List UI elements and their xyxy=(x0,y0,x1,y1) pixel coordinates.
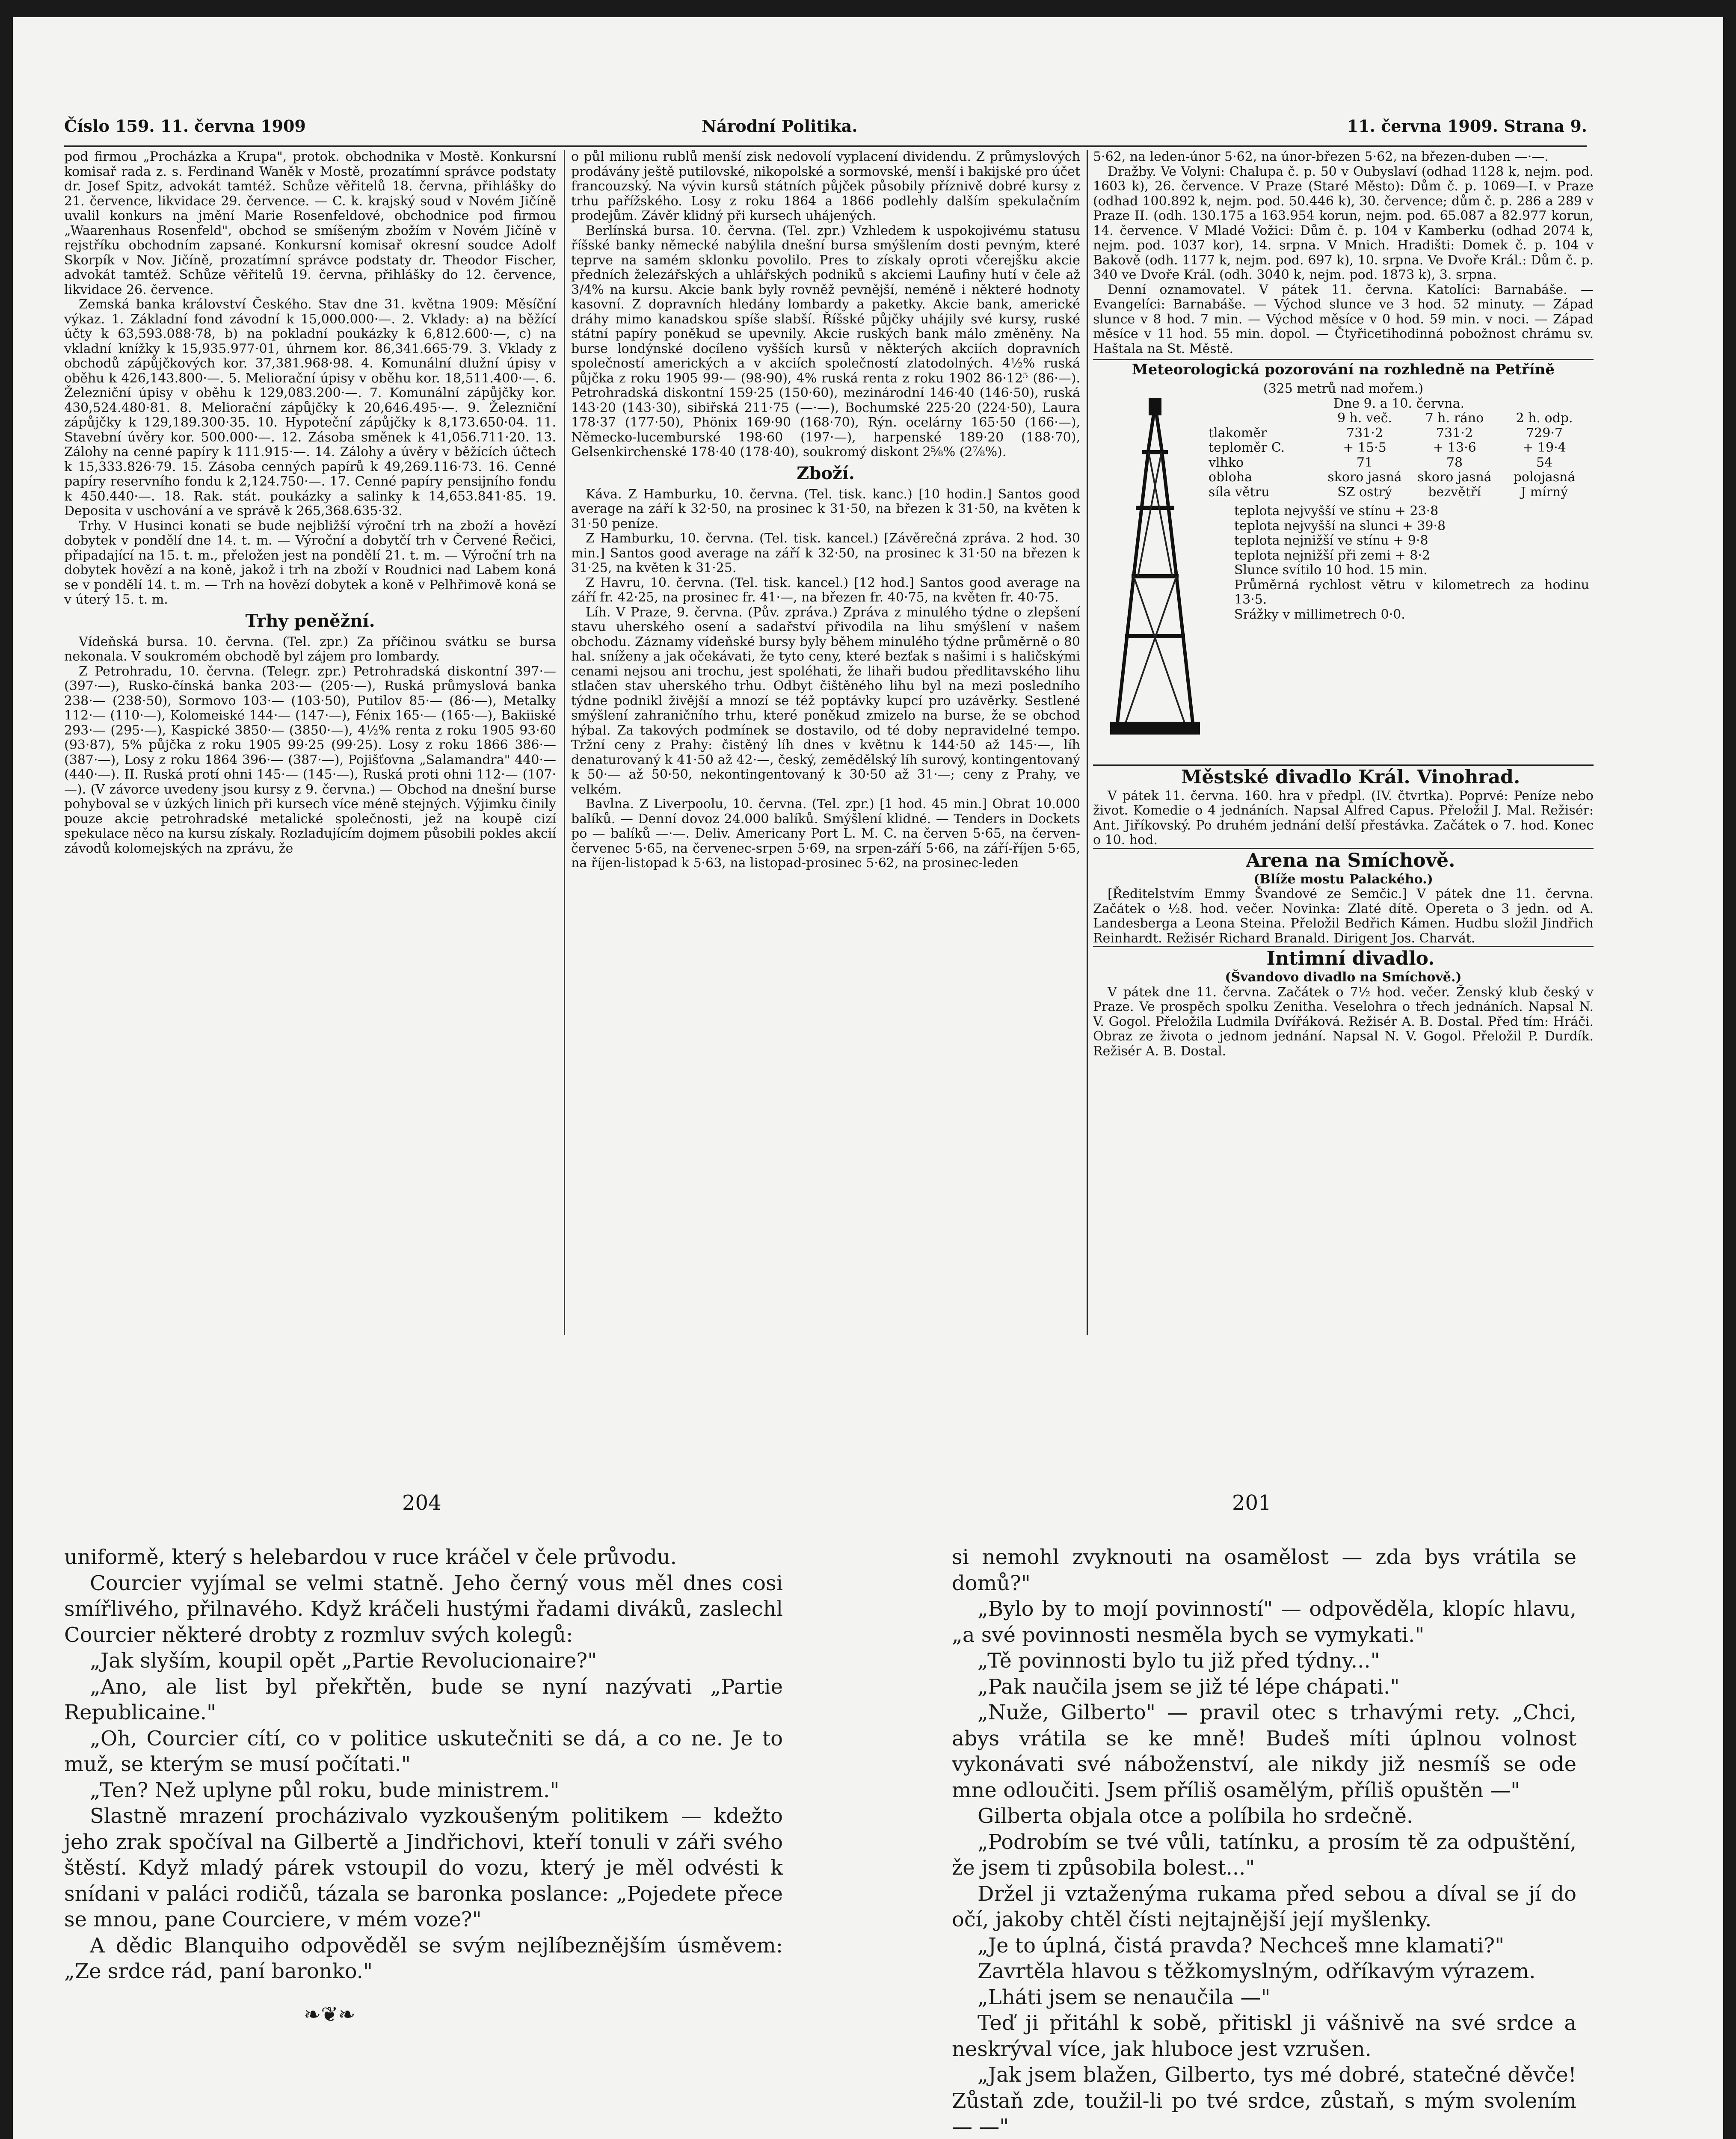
column-rule-2 xyxy=(1087,150,1088,1335)
markets-notice: Trhy. V Husinci konati se bude nejbližší výroční trh na zboží a hovězí dobytek v pondělí dne 14. t. m. — Výroční a dobytčí trh v Červené Řečici, připadající na 15. t. m., přeložen jest na pondělí 21. t. m. — Výroční trh na dobytek hovězí a na koně, jakož i trh na zboží v Roudnici nad Labem koná se v pondělí 14. t. m. — Trh na hovězí dobytek a koně v Pelhřimově koná se v úterý 15. t. m. xyxy=(64,518,556,607)
scan-edge-left xyxy=(0,0,13,2139)
arena-smichov-subtitle: (Blíže mostu Palackého.) xyxy=(1253,871,1433,887)
arena-smichov-text: [Ředitelstvím Emmy Švandové ze Semčic.] V pátek dne 11. června. Začátek o ½8. hod. večer. Novinka: Zlaté dítě. Opereta o 3 jedn. od A. Landesberga a Leona Steina. Přeložil Bedřich Kámen. Hudbu složil Jindřich Reinhardt. Režisér Richard Branald. Dirigent Jos. Charvát. xyxy=(1093,886,1594,946)
coffee-hamburg: Káva. Z Hamburku, 10. června. (Tel. tisk. kanc.) [10 hodin.] Santos good average na září k 32·50, na prosinec k 31·50, na březen k 31·50, na květen k 31·50 peníze. xyxy=(571,486,1080,531)
newspaper-title: Národní Politika. xyxy=(702,116,858,136)
weather-cell: 731·2 xyxy=(1436,425,1473,441)
book-paragraph: Zavrtěla hlavou s těžkomyslným, odříkavým výrazem. xyxy=(978,1959,1536,1983)
spirits-prague: Líh. V Praze, 9. června. (Pův. zpráva.) Zpráva z minulého týdne o zlepšení stavu uherského osení a sadařství přivodila na lihu smýšlení v našem obchodu. Záznamy vídeňské bursy byly během minulého týdne průměrně o 80 hal. sníženy a jak očekávati, že tyto ceny, které bezťak s našimi i s haličskými cenami nejsou ani trochu, jest spoléhati, že lihaři budou předlitavského lihu stlačen stav uherského trhu. Odbyt čištěného lihu byl na mezi posledního týdne podnikl živější a mnozí se též poptávky kupcí pro uzávěrky. Sestlené smýšlení zahraničního trhu, které poněkud zmizelo na burse, že se obchod hýbal. Za takových podmínek se dostavilo, od té doby nepravidelné tempo. Tržní ceny z Prahy: čistěný líh dnes v květnu k 144·50 až 145·—, líh denaturovaný k 41·50 až 42·—, český, zemědělský líh surový, kontingentovaný k 50·— až 50·50, nekontingentovaný k 30·50 až 31·—; ceny z Prahy, ve velkém. xyxy=(571,604,1080,797)
weather-head-row xyxy=(1209,411,1589,426)
intimate-theatre-subtitle: (Švandovo divadlo na Smíchově.) xyxy=(1225,970,1462,985)
book-paragraph: uniformě, který s helebardou v ruce kráčel v čele průvodu. xyxy=(64,1545,677,1569)
weather-cell: polojasná xyxy=(1513,470,1576,485)
weather-row-label: obloha xyxy=(1209,470,1253,485)
temp-line: teplota nejnižší ve stínu + 9·8 xyxy=(1234,533,1428,548)
weather-cell: + 15·5 xyxy=(1343,440,1386,455)
book-left-page xyxy=(64,1544,783,2139)
weather-row xyxy=(1209,426,1589,441)
petersburg-report: Z Petrohradu, 10. června. (Telegr. zpr.) Petrohradská diskontní 397·— (397·—), Rusko-čínská banka 203·— (205·—), Ruská průmyslová banka 238·— (238·50), Sormovo 103·— (103·50), Putilov 85·— (86·—), Metalky 112·— (110·—), Kolomeiské 144·— (147·—), Fénix 165·— (165·—), Bakiiské 293·— (295·—), Kaspické 3850·— (3850·—), 4½% renta z roku 1905 93·60 (93·87), 5% půjčka z roku 1905 99·25 (99·25). Losy z roku 1866 386·— (387·—), Losy z roku 1864 396·— (387·—), Pojišťovna „Salamandra" 440·— (440·—). II. Ruská protí ohni 145·— (145·—), Ruská proti ohni 112·— (107·—). (V závorce uvedeny jsou kursy z 9. června.) — Obchod na dnešní burse pohyboval se v úzkých linich při kursech více méně stejných. Výjimku činily pouze akcie petrohradské metalické společnosti, jež na koupě cizí spekulace něco na kursu získaly. Rozladujícím dojmem působili pokles akcií závodů kolomejských na zprávu, že xyxy=(64,664,556,856)
theatre-vinohrady-text: V pátek 11. června. 160. hra v předpl. (IV. čtvrtka). Poprvé: Peníze nebo život. Komedie o 4 jednáních. Napsal Alfred Capus. Přeložil J. Mal. Režisér: Ant. Jiříkovský. Po druhém jednání delší přestávka. Začátek o 7. hod. Konec o 10. hod. xyxy=(1093,788,1594,847)
petersburg-report-cont: o půl milionu rublů menší zisk nedovolí vyplacení dividendu. Z průmyslových prodávány ještě putilovské, nikopolské a sormovské, menší i bakijské pro účet francouzský. Na vývin kursů státních půjček působily příznivě dobré kursy z trhu pařížského. Losy z roku 1864 a 1866 podlehly dalším spekulačním prodejům. Závěr klidný při kursech uhájených. xyxy=(571,150,1080,223)
weather-cell: bezvětří xyxy=(1428,484,1481,500)
book-paragraph: „Bylo by to mojí povinností" — odpověděla, klopíc hlavu, „a své povinnosti nesměla bych se vymykati." xyxy=(952,1597,1576,1647)
column-3 xyxy=(1093,150,1594,1335)
temp-line: teplota nejnižší při zemi + 8·2 xyxy=(1234,548,1430,563)
chapter-end-ornament: ❧❦❧ xyxy=(304,2002,355,2026)
berlin-bourse: Berlínská bursa. 10. června. (Tel. zpr.) Vzhledem k uspokojivému statusu říšské banky německé nabýlila dnešní bursa smýšlením dosti pevným, které teprve na samém sklonku povolilo. Pres to získaly oproti včerejšku akcie předních železářských a uhlářských podniků s akciemi Laufiny hutí v čele až 3/4% na kursu. Akcie bank byly rovněž pevnější, neméně i některé hodnoty kasovní. Z dopravních hledány lombardy a paketky. Akcie bank, americké dráhy mimo kanadskou spíše slabší. Říšské půjčky uhájily své kursy, ruské státní papíry poněkud se upevnily. Akcie ruských bank málo změněny. Na burse londýnské docíleno vyšších kursů v některých akciích dopravních společností amerických a v akciích společností zlatodolných. 4½% ruská půjčka z roku 1905 99·— (98·90), 4% ruská renta z roku 1902 86·12⁵ (86·—). Petrohradská diskontní 159·25 (150·60), mezinárodní 146·40 (146·50), ruská 143·20 (143·30), sibiřská 211·75 (—·—), Bochumské 225·20 (224·50), Laura 178·37 (177·50), Phönix 169·90 (168·70), Rýn. ocelárny 165·50 (166·—), Německo-lucemburské 198·60 (197·—), harpenské 189·20 (188·70), Gelsenkirchenské 178·40 (178·40), soukromý diskont 2⅝% (2⅞%). xyxy=(571,223,1080,459)
book-paragraph: Gilberta objala otce a políbila ho srdečně. xyxy=(978,1804,1413,1828)
book-paragraph: Slastně mrazení procházivalo vyzkoušeným politikem — kdežto jeho zrak spočíval na Gilbertě a Jindřichovi, kteří tonuli v záři svého štěstí. Když mladý párek vstoupil do vozu, který je měl odvésti k snídani v paláci rodičů, tázala se baronka poslance: „Pojedete přece se mnou, pane Courciere, v mém voze?" xyxy=(64,1804,783,1932)
weather-cell: 78 xyxy=(1446,455,1463,470)
book-paragraph: „Lháti jsem se nenaučila —" xyxy=(978,1985,1271,2009)
weather-cell: skoro jasná xyxy=(1417,470,1492,485)
book-paragraph: „Nuže, Gilberto" — pravil otec s trhavými rety. „Chci, abys vrátila se ke mně! Budeš míti úplnou volnost vykonávati své náboženství, ale nikdy již nesmíš se ode mne odloučiti. Jsem příliš osamělým, příliš opuštěn —" xyxy=(952,1701,1576,1802)
money-markets-heading: Trhy peněžní. xyxy=(245,610,375,631)
weather-date: Dne 9. a 10. června. xyxy=(1333,396,1465,411)
weather-row-label: síla větru xyxy=(1209,484,1270,500)
weather-cell: SZ ostrý xyxy=(1337,484,1392,500)
daily-almanac: Denní oznamovatel. V pátek 11. června. Katolíci: Barnabáše. — Evangelíci: Barnabáše. — Východ slunce ve 3 hod. 52 minuty. — Západ slunce v 8 hod. 7 min. — Východ měsíce v 0 hod. 59 min. v noci. — Západ měsíce v 11 hod. 55 min. dopol. — Čtyřicetihodinná pobožnost chrámu sv. Haštala na St. Městě. xyxy=(1093,282,1594,356)
weather-cell: 54 xyxy=(1536,455,1553,470)
book-paragraph: „Oh, Courcier cítí, co v politice uskutečniti se dá, a co ne. Je to muž, se kterým se musí počítati." xyxy=(64,1726,783,1776)
coffee-hamburg-closing: Z Hamburku, 10. června. (Tel. tisk. kancel.) [Závěrečná zpráva. 2 hod. 30 min.] Santos good average na září k 32·50, na prosinec k 31·50 na březen k 31·25, na květen k 31·25. xyxy=(571,531,1080,575)
book-paragraph: „Ten? Než uplyne půl roku, bude ministrem." xyxy=(90,1778,560,1802)
page-date: 11. června 1909. Strana 9. xyxy=(1347,116,1587,136)
weather-table xyxy=(1209,397,1589,622)
book-paragraph: „Jak jsem blažen, Gilberto, tys mé dobré, statečné děvče! Zůstaň zde, toužil-li po tvé srdce, zůstaň, s mým svolením — —" xyxy=(952,2063,1576,2139)
book-right-page xyxy=(952,1544,1576,2139)
cotton-liverpool: Bavlna. Z Liverpoolu, 10. června. (Tel. zpr.) [1 hod. 45 min.] Obrat 10.000 balíků. — Denní dovoz 24.000 balíků. Smýšlení klidné. — Tenders in Dockets po — balíků —·—. Deliv. Americany Port L. M. C. na červen 5·65, na červen-červenec 5·65, na červenec-srpen 5·69, na srpen-září 5·66, na září-říjen 5·65, na říjen-listopad k 5·63, na listopad-prosinec 5·62, na prosinec-leden xyxy=(571,797,1080,871)
coffee-havre: Z Havru, 10. června. (Tel. tisk. kancel.) [12 hod.] Santos good average na září fr. 42·25, na prosinec fr. 41·—, na březen fr. 40·75, na květen fr. 40·75. xyxy=(571,575,1080,605)
weather-row xyxy=(1209,470,1589,485)
cotton-cont: 5·62, na leden-únor 5·62, na únor-březen 5·62, na březen-duben —·—. xyxy=(1093,150,1549,164)
weather-cell: 731·2 xyxy=(1346,425,1383,441)
book-right-page-number: 201 xyxy=(1232,1491,1271,1515)
weather-col-head: 2 h. odp. xyxy=(1516,411,1573,426)
sunshine-duration: Slunce svítilo 10 hod. 15 min. xyxy=(1234,563,1428,578)
intimate-theatre-title: Intimní divadlo. xyxy=(1093,946,1594,970)
book-paragraph: „Ano, ale list byl překřtěn, bude se nyní nazývati „Partie Republicaine." xyxy=(64,1674,783,1724)
scan-edge-right xyxy=(1723,0,1736,2139)
weather-row xyxy=(1209,441,1589,456)
weather-cell: 729·7 xyxy=(1526,425,1563,441)
weather-cell: 71 xyxy=(1356,455,1373,470)
weather-cell: J mírný xyxy=(1520,484,1568,500)
vienna-bourse: Vídeňská bursa. 10. června. (Tel. zpr.) Za příčinou svátku se bursa nekonala. V soukromém obchodě byl zájem pro lombardy. xyxy=(64,634,556,664)
temp-line: teplota nejvyšší ve stínu + 23·8 xyxy=(1234,504,1439,518)
book-paragraph: Teď ji přitáhl k sobě, přitiskl ji vášnivě na své srdce a neskrýval více, jak hluboce jest vzrušen. xyxy=(952,2011,1576,2061)
book-paragraph: „Podrobím se tvé vůli, tatínku, a prosím tě za odpuštění, že jsem ti způsobila bolest..." xyxy=(952,1830,1576,1880)
book-paragraph: Courcier vyjímal se velmi statně. Jeho černý vous měl dnes cosi smířlivého, přilnavého. Když kráčeli hustými řadami diváků, zaslechl Courcier některé drobty z rozmluv svých kolegů: xyxy=(64,1571,783,1647)
arena-smichov-title: Arena na Smíchově. xyxy=(1093,848,1594,872)
weather-col-head: 9 h. več. xyxy=(1337,411,1392,426)
weather-row-label: teploměr C. xyxy=(1209,440,1285,455)
weather-cell: + 19·4 xyxy=(1523,440,1566,455)
temp-line: teplota nejvyšší na slunci + 39·8 xyxy=(1234,518,1446,533)
book-paragraph: „Jak slyším, koupil opět „Partie Revolucionaire?" xyxy=(90,1649,597,1673)
weather-cell: skoro jasná xyxy=(1327,470,1402,485)
bank-report: Zemská banka království Českého. Stav dne 31. května 1909: Měsíční výkaz. 1. Základní fond závodní k 15,000.000·—. 2. Vklady: a) na běžící účty k 63,593.088·78, b) na pokladní poukázky k 6,812.600·—, c) na vkladní knížky k 15,935.977·01, úhrnem kor. 86,341.665·79. 3. Vklady z obchodů zápůjčkových kor. 37,381.968·98. 4. Komunální dlužní úpisy v oběhu k 426,143.800·—. 5. Meliorační úpisy v oběhu kor. 18,511.400·—. 6. Železniční úpisy v oběhu k 129,083.200·—. 7. Komunální zápůjčky kor. 430,524.480·81. 8. Meliorační zápůjčky k 20,646.495·—. 9. Železniční zápůjčky k 129,189.300·35. 10. Hypoteční zápůjčky k 8,173.650·04. 11. Stavební úvěry kor. 500.000·—. 12. Zásoba směnek k 41,056.711·20. 13. Zálohy na cenné papíry k 111.915·—. 14. Zálohy a úvěry v běžících účtech k 15,333.826·79. 15. Zásoba cenných papírů k 49,269.116·73. 16. Cenné papíry reservního fondu k 2,124.750·—. 17. Cenné papíry pensijního fondu k 450.440·—. 18. Rak. stát. poukázky a salinky k 14,653.841·85. 19. Deposita v uschování a ve správě k 265,368.635·32. xyxy=(64,297,556,518)
auctions: Dražby. Ve Volyni: Chalupa č. p. 50 v Oubyslaví (odhad 1128 k, nejm. pod. 1603 k), 26. července. V Praze (Staré Město): Dům č. p. 1069—I. v Praze (odhad 100.892 k, nejm. pod. 50.446 k), 30. července; dům č. p. 286 a 289 v Praze II. (odh. 130.175 a 163.954 korun, nejm. pod. 65.087 a 82.977 korun, 14. července. V Mladé Vožici: Dům č. p. 104 v Kamberku (odhad 2074 k, nejm. pod. 1037 kor), 14. srpna. V Mnich. Hradišti: Domek č. p. 104 v Bakově (odh. 1177 k, nejm. pod. 697 k), 10. srpna. Ve Dvoře Král.: Dům č. p. 340 ve Dvoře Král. (odh. 3040 k, nejm. pod. 1873 k), 3. srpna. xyxy=(1093,164,1594,282)
goods-heading: Zboží. xyxy=(797,463,855,483)
wind-speed: Průměrná rychlost větru v kilometrech za hodinu 13·5. xyxy=(1234,577,1589,607)
temperature-extremes xyxy=(1209,504,1589,622)
theatre-vinohrady-title: Městské divadlo Král. Vinohrad. xyxy=(1093,764,1594,789)
weather-row xyxy=(1209,456,1589,471)
book-paragraph: si nemohl zvyknouti na osamělost — zda bys vrátila se domů?" xyxy=(952,1545,1576,1595)
book-paragraph: „Je to úplná, čistá pravda? Nechceš mne klamati?" xyxy=(978,1933,1505,1958)
newspaper-header xyxy=(64,116,1587,142)
book-left-page-number: 204 xyxy=(402,1491,441,1515)
book-paragraph: „Tě povinnosti bylo tu již před týdny..." xyxy=(978,1649,1380,1673)
book-paragraph: Držel ji vztaženýma rukama před sebou a díval se jí do očí, jakoby chtěl čísti nejtajnější její myšlenky. xyxy=(952,1881,1576,1932)
weather-col-head: 7 h. ráno xyxy=(1425,411,1484,426)
book-paragraph: A dědic Blanquiho odpověděl se svým nejlíbeznějším úsměvem: „Ze srdce rád, paní baronko." xyxy=(64,1933,783,1983)
column-1 xyxy=(64,150,556,1335)
weather-row-label: tlakoměr xyxy=(1209,425,1267,441)
bankruptcy-notice: pod firmou „Procházka a Krupa", protok. obchodnika v Mostě. Konkursní komisař rada z. s. Ferdinand Waněk v Mostě, prozatímní správce podstaty dr. Josef Spitz, advokát tamtéž. Schůze věřitelů 18. června, přihlášky do 21. července, likvidace 29. července. — C. k. krajský soud v Novém Jičíně uvalil konkurs na jmění Marie Rosenfeldové, obchodnice pod firmou „Waarenhaus Rosenfeld", obchod se smíšeným zbožím v Novém Jičíně v rejstříku obchodním zapsané. Konkursní komisař okresní soudce Adolf Skorpík v Nov. Jičíně, prozatímní správce podstaty dr. Theodor Fischer, advokát tamtéž. Schůze věřitelů 19. června, přihlášky do 12. července, likvidace 26. července. xyxy=(64,150,556,297)
petrin-tower-illustration xyxy=(1102,397,1209,739)
precipitation: Srážky v millimetrech 0·0. xyxy=(1234,607,1405,622)
weather-row-label: vlhko xyxy=(1209,455,1244,470)
scan-edge-top xyxy=(0,0,1736,17)
weather-block xyxy=(1093,397,1594,764)
intimate-theatre-text: V pátek dne 11. června. Začátek o 7½ hod. večer. Ženský klub český v Praze. Ve prospěch spolku Zenitha. Veselohra o třech jednáních. Napsal N. V. Gogol. Přeložila Ludmila Dvířáková. Režisér A. B. Dostal. Před tím: Hráči. Obraz ze života o jednom jednání. Napsal N. V. Gogol. Přeložil P. Durdík. Režisér A. B. Dostal. xyxy=(1093,984,1594,1059)
column-2 xyxy=(571,150,1080,1335)
column-rule-1 xyxy=(564,150,565,1335)
issue-number: Číslo 159. 11. června 1909 xyxy=(64,116,306,136)
weather-cell: + 13·6 xyxy=(1433,440,1476,455)
book-paragraph: „Pak naučila jsem se již té lépe chápati." xyxy=(978,1674,1400,1699)
header-rule xyxy=(64,145,1587,147)
weather-title: Meteorologická pozorování na rozhledně na Petříně xyxy=(1093,359,1594,379)
weather-row xyxy=(1209,485,1589,500)
weather-altitude: (325 metrů nad mořem.) xyxy=(1263,381,1424,396)
